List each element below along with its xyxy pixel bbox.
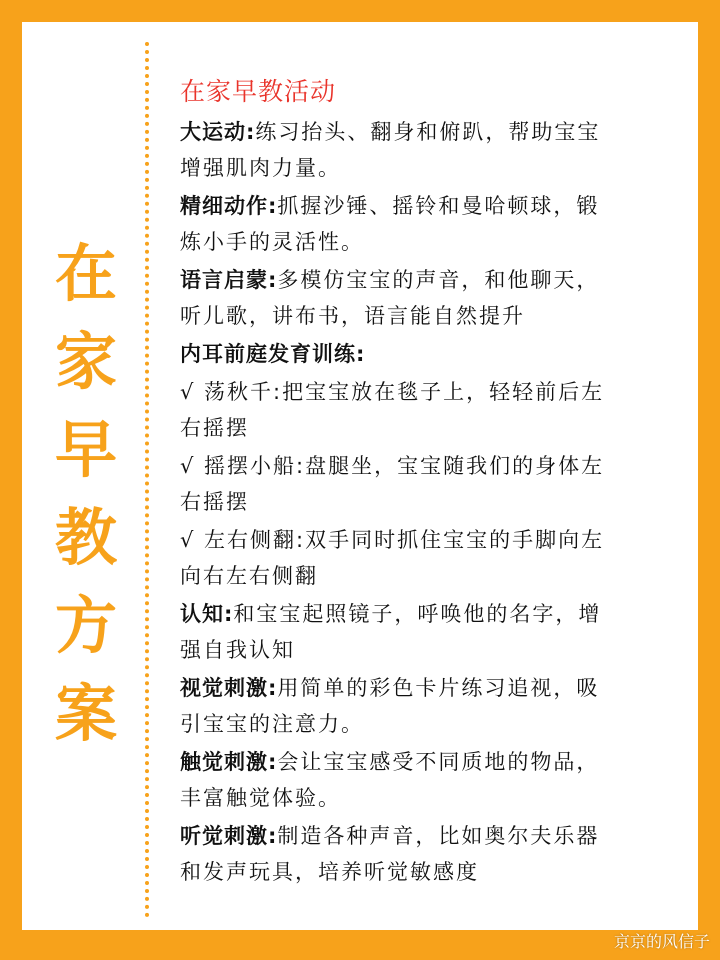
item-text: √ 荡秋千:把宝宝放在毯子上，轻轻前后左: [180, 380, 605, 404]
item-text: 和宝宝起照镜子，呼唤他的名字，增: [233, 602, 602, 626]
vertical-title-char: 方: [54, 589, 117, 662]
item-text: 丰富触觉体验。: [180, 786, 341, 810]
vertical-title-char: 家: [54, 325, 117, 398]
item-key: 语言启蒙:: [180, 268, 278, 292]
item-text: 炼小手的灵活性。: [180, 230, 364, 254]
item-key: 听觉刺激:: [180, 824, 278, 848]
item-text: 右摇摆: [180, 490, 249, 514]
item-text: 强自我认知: [180, 638, 295, 662]
activity-item: [180, 670, 680, 742]
item-text: 引宝宝的注意力。: [180, 712, 364, 736]
item-text: 练习抬头、翻身和俯趴，帮助宝宝: [255, 120, 601, 144]
item-text: 会让宝宝感受不同质地的物品，: [277, 750, 600, 774]
activity-item: [180, 188, 680, 260]
vertical-title-char: 教: [54, 501, 117, 574]
item-text: √ 左右侧翻:双手同时抓住宝宝的手脚向左: [180, 528, 605, 552]
activity-item: [180, 114, 680, 186]
article-body: [180, 72, 680, 890]
item-text: 增强肌肉力量。: [180, 156, 341, 180]
activity-item: [180, 262, 680, 334]
vertical-title-char: 案: [54, 677, 117, 750]
item-text: 制造各种声音，比如奥尔夫乐器: [277, 824, 600, 848]
item-text: √ 摇摆小船:盘腿坐，宝宝随我们的身体左: [180, 454, 605, 478]
activity-item: [180, 818, 680, 890]
checklist-item: [180, 374, 680, 446]
item-text: 右摇摆: [180, 416, 249, 440]
item-text: 抓握沙锤、摇铃和曼哈顿球，锻: [277, 194, 600, 218]
checklist-item: [180, 448, 680, 520]
item-text: 多模仿宝宝的声音，和他聊天，: [277, 268, 600, 292]
activity-item: [180, 744, 680, 816]
item-text: 用简单的彩色卡片练习追视，吸: [277, 676, 600, 700]
item-key: 内耳前庭发育训练:: [180, 342, 366, 366]
vertical-title: [46, 230, 126, 758]
dotted-divider: [145, 42, 149, 918]
activity-item: [180, 336, 680, 372]
item-key: 触觉刺激:: [180, 750, 278, 774]
item-text: 向右左右侧翻: [180, 564, 318, 588]
item-key: 认知:: [180, 602, 234, 626]
vertical-title-char: 在: [54, 237, 117, 310]
watermark: 京京的风信子: [613, 932, 710, 951]
item-key: 视觉刺激:: [180, 676, 278, 700]
checklist-item: [180, 522, 680, 594]
item-key: 精细动作:: [180, 194, 278, 218]
vertical-title-char: 早: [54, 413, 117, 486]
item-text: 听儿歌，讲布书，语言能自然提升: [180, 304, 525, 328]
item-text: 和发声玩具，培养听觉敏感度: [180, 860, 479, 884]
section-title: 在家早教活动: [180, 77, 337, 106]
item-key: 大运动:: [180, 120, 256, 144]
activity-item: [180, 596, 680, 668]
